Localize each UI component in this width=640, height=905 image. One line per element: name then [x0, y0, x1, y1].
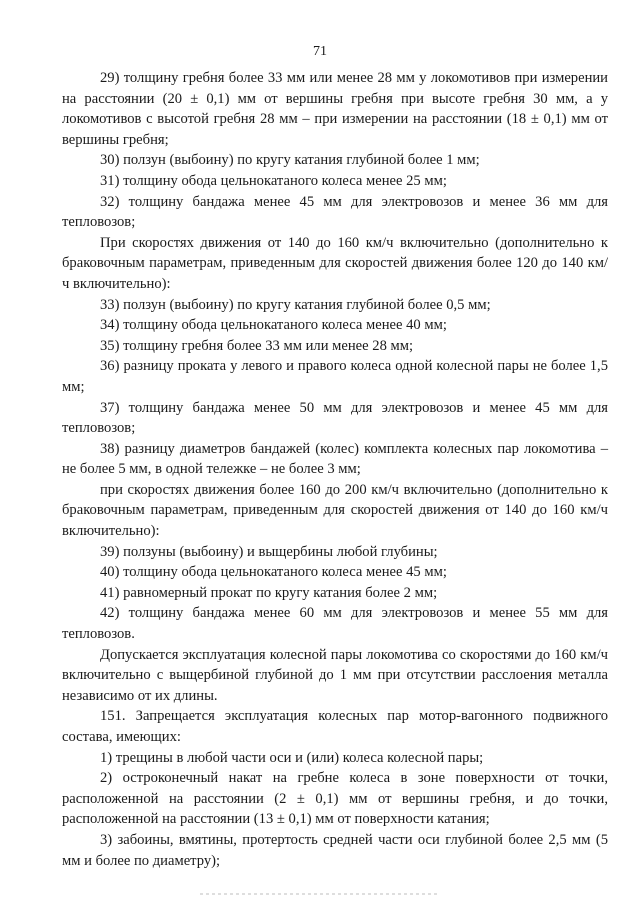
scan-edge-mark — [200, 893, 440, 895]
paragraph: 34) толщину обода цельнокатаного колеса менее 40 мм; — [100, 317, 447, 334]
paragraph: 42) толщину бандажа менее 60 мм для электровозов и менее 55 мм для тепловозов. — [62, 605, 608, 643]
paragraph: 36) разницу проката у левого и правого колеса одной колесной пары не более 1,5 мм; — [62, 358, 608, 395]
paragraph: 30) ползун (выбоину) по кругу катания глубиной более 1 мм; — [100, 152, 480, 169]
paragraph: 3) забоины, вмятины, протертость средней части оси глубиной более 2,5 мм (5 мм и более по диаметру); — [62, 831, 608, 869]
paragraph: Допускается эксплуатация колесной пары локомотива со скоростями до 160 км/ч включительно с выщербиной глубиной до 1 мм при отсутствии расслоения металла независимо от их длины. — [62, 646, 608, 704]
paragraph: 29) толщину гребня более 33 мм или менее 28 мм у локомотивов при измерении на расстоянии (20 ± 0,1) мм от вершины гребня при высоте гребня 30 мм, а у локомотивов с высотой гребня 28 мм – при измерении на расстоянии (18 ± 0,1) мм от вершины гребня; — [62, 70, 608, 148]
paragraph: 151. Запрещается эксплуатация колесных пар мотор-вагонного подвижного состава, имеющих: — [62, 708, 608, 745]
paragraph: 35) толщину гребня более 33 мм или менее 28 мм; — [100, 337, 414, 354]
paragraph: 39) ползуны (выбоину) и выщербины любой глубины; — [100, 543, 438, 560]
paragraph: 37) толщину бандажа менее 50 мм для электровозов и менее 45 мм для тепловозов; — [62, 399, 608, 437]
paragraph: 33) ползун (выбоину) по кругу катания глубиной более 0,5 мм; — [100, 296, 491, 313]
paragraph: при скоростях движения более 160 до 200 км/ч включительно (дополнительно к браковочным параметрам, приведенным для скоростей движения от 140 до 160 км/ч включительно): — [62, 481, 608, 540]
paragraph: 1) трещины в любой части оси и (или) колеса колесной пары; — [100, 749, 484, 766]
paragraph: 32) толщину бандажа менее 45 мм для электровозов и менее 36 мм для тепловозов; — [62, 193, 608, 231]
page-number: 71 — [313, 44, 327, 59]
paragraph: 31) толщину обода цельнокатаного колеса менее 25 мм; — [100, 172, 447, 189]
paragraph: 41) равномерный прокат по кругу катания более 2 мм; — [100, 584, 438, 601]
paragraph: 40) толщину обода цельнокатаного колеса менее 45 мм; — [100, 564, 447, 581]
paragraph: 2) остроконечный накат на гребне колеса в зоне поверхности от точки, расположенной на расстоянии (2 ± 0,1) мм от вершины гребня, и до точки, расположенной на расстоянии (13 ± 0,1) мм от поверхности катания; — [62, 770, 608, 828]
paragraph: 38) разницу диаметров бандажей (колес) комплекта колесных пар локомотива – не более 5 мм, в одной тележке – не более 3 мм; — [62, 440, 608, 478]
document-body — [62, 68, 608, 871]
paragraph: При скоростях движения от 140 до 160 км/ч включительно (дополнительно к браковочным параметрам, приведенным для скоростей движения более 120 до 140 км/ч включительно): — [62, 234, 608, 292]
